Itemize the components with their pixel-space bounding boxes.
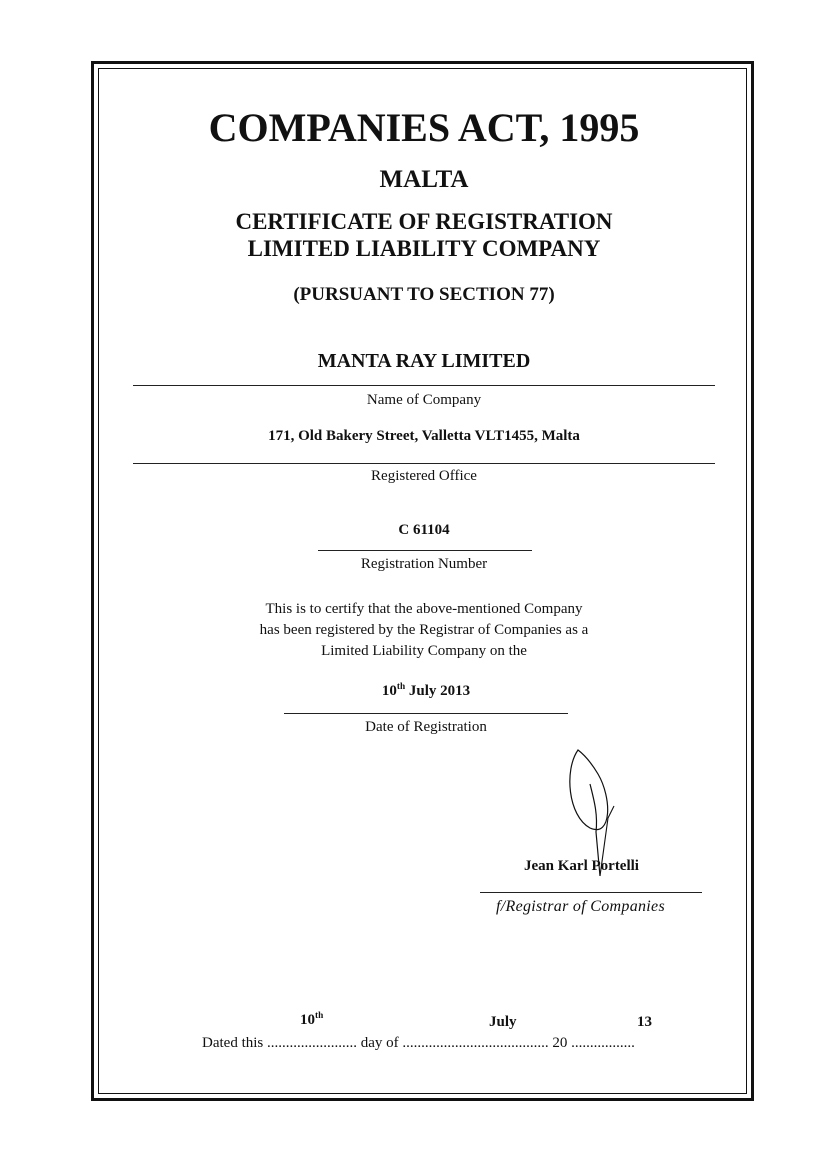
dated-day [300, 1012, 323, 1029]
registration-day: 10 [381, 683, 397, 699]
company-name: MANTA RAY LIMITED [317, 350, 531, 372]
certificate-type-line-2: LIMITED LIABILITY COMPANY [247, 236, 601, 261]
company-name-rule [133, 385, 715, 386]
registered-office: 171, Old Bakery Street, Valletta VLT1455, Malta [268, 428, 580, 444]
registration-day-suffix: th [396, 682, 406, 692]
certify-text-line-1: This is to certify that the above-mentioned Company [265, 601, 583, 617]
dated-day-suffix: th [315, 1011, 324, 1021]
signatory-name: Jean Karl Portelli [524, 858, 639, 874]
registered-office-label: Registered Office [371, 468, 477, 484]
dated-month: July [489, 1014, 517, 1030]
registration-number-rule [318, 550, 532, 551]
dated-year: 13 [637, 1014, 652, 1030]
country-heading: MALTA [379, 166, 469, 193]
certificate-type-line-1: CERTIFICATE OF REGISTRATION [235, 209, 613, 234]
registration-date-label: Date of Registration [365, 719, 487, 735]
dated-day-number: 10 [300, 1012, 315, 1028]
company-name-label: Name of Company [366, 392, 482, 408]
registration-number-label: Registration Number [360, 556, 488, 572]
signatory-rule [480, 892, 702, 893]
act-title: COMPANIES ACT, 1995 [208, 105, 640, 150]
certify-text-line-3: Limited Liability Company on the [321, 643, 527, 659]
pursuant-section: (PURSUANT TO SECTION 77) [293, 284, 555, 305]
certify-text-line-2: has been registered by the Registrar of Companies as a [259, 622, 589, 638]
registration-date-rule [284, 713, 568, 714]
registration-date [382, 683, 470, 700]
signatory-title: f/Registrar of Companies [496, 898, 665, 915]
registration-month-year: July 2013 [408, 683, 471, 699]
registered-office-rule [133, 463, 715, 464]
registration-number: C 61104 [398, 522, 450, 538]
dated-this-line: Dated this ........................ day of ....................................... 20 ................. [202, 1035, 635, 1051]
